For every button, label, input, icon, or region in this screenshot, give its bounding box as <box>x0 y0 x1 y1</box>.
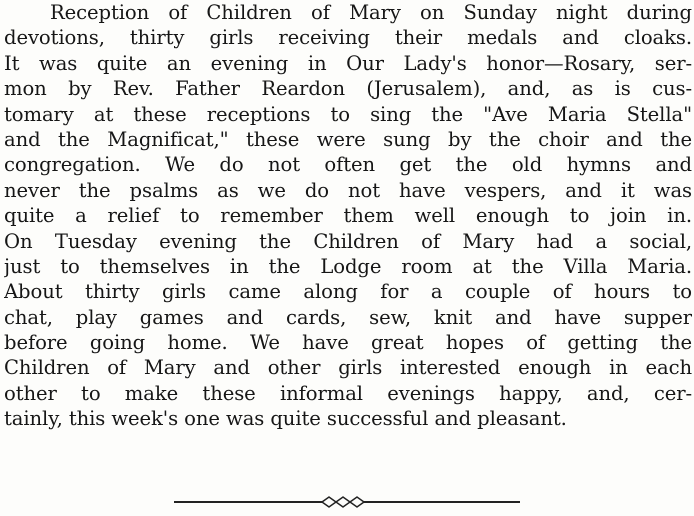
text-line: just to themselves in the Lodge room at the Villa Maria. <box>4 254 692 278</box>
text-line: On Tuesday evening the Children of Mary had a social, <box>4 229 692 253</box>
text-line: About thirty girls came along for a couple of hours to <box>4 280 692 304</box>
text-line: It was quite an evening in Our Lady's honor—Rosary, ser- <box>4 51 692 75</box>
text-line: Children of Mary and other girls interested enough in each <box>4 356 692 380</box>
text-line: devotions, thirty girls receiving their medals and cloaks. <box>4 26 692 50</box>
text-line: Reception of Children of Mary on Sunday night during <box>50 1 692 24</box>
text-line: and the Magnificat," these were sung by the choir and the <box>4 127 692 151</box>
text-line: congregation. We do not often get the old hymns and <box>4 153 692 177</box>
text-line: tainly, this week's one was quite successful and pleasant. <box>4 407 567 431</box>
text-line: quite a relief to remember them well enough to join in. <box>4 204 692 228</box>
text-line: never the psalms as we do not have vespers, and it was <box>4 178 692 202</box>
article-paragraph <box>4 0 692 432</box>
text-line: tomary at these receptions to sing the "Ave Maria Stella" <box>4 102 692 126</box>
text-line: other to make these informal evenings happy, and, cer- <box>4 381 692 405</box>
diamond-chain-divider-icon <box>174 495 520 509</box>
text-line: chat, play games and cards, sew, knit and have supper <box>4 305 692 329</box>
text-line: before going home. We have great hopes of getting the <box>4 331 692 355</box>
text-line: mon by Rev. Father Reardon (Jerusalem), and, as is cus- <box>4 77 692 101</box>
